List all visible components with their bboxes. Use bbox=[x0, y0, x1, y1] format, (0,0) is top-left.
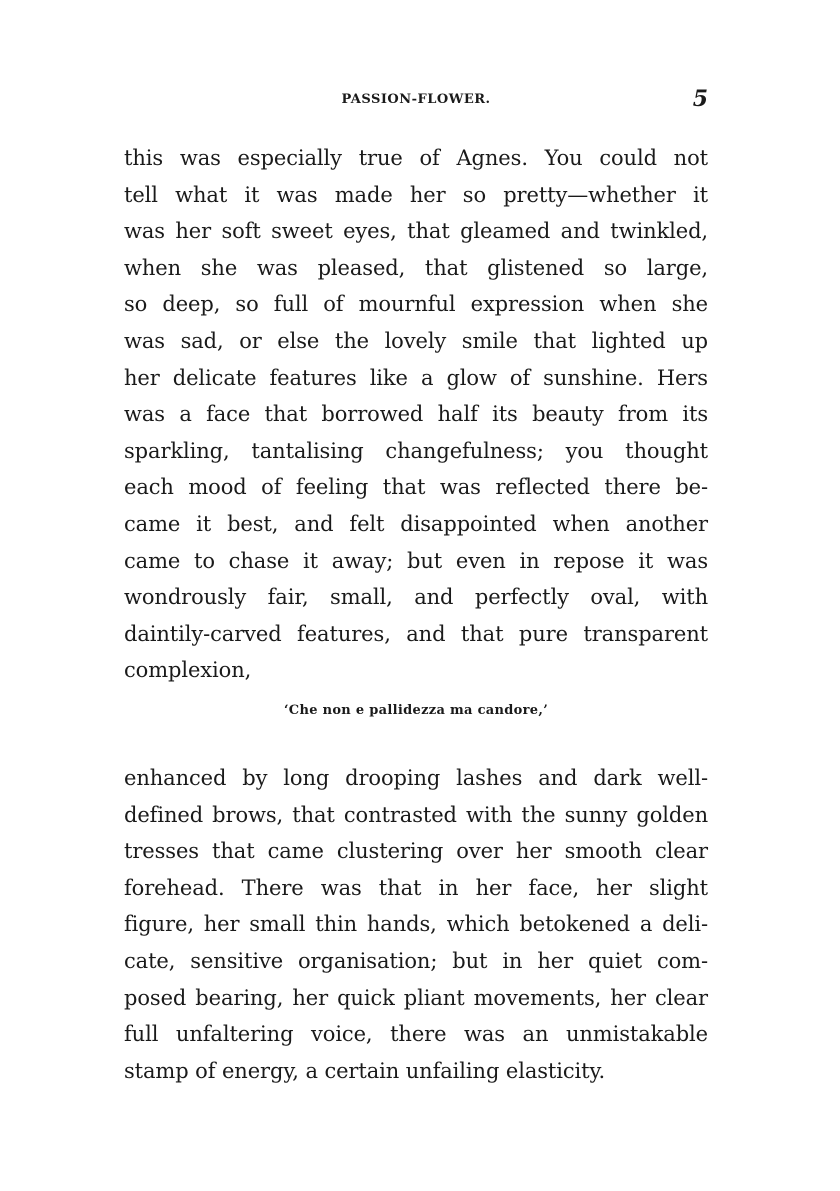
text-line: daintily-carved features, and that pure transparent bbox=[124, 621, 708, 646]
text-line: so deep, so full of mournful expression when she bbox=[124, 292, 708, 317]
text-line: this was especially true of Agnes. You could not bbox=[124, 146, 708, 170]
text-line: was sad, or else the lovely smile that lighted up bbox=[124, 328, 708, 353]
text-line: cate, sensitive organisation; but in her quiet com- bbox=[124, 948, 708, 973]
text-line: when she was pleased, that glistened so large, bbox=[124, 255, 708, 280]
text-line: figure, her small thin hands, which betokened a deli- bbox=[124, 912, 708, 937]
page-number: 5 bbox=[692, 86, 708, 112]
text-line: came to chase it away; but even in repose it was bbox=[124, 548, 708, 573]
text-line: tell what it was made her so pretty—whether it bbox=[124, 182, 708, 207]
text-line: her delicate features like a glow of sunshine. Hers bbox=[124, 365, 708, 390]
running-title: PASSION-FLOWER. bbox=[341, 92, 491, 107]
text-line: full unfaltering voice, there was an unmistakable bbox=[124, 1022, 708, 1047]
text-line: tresses that came clustering over her smooth clear bbox=[124, 839, 708, 864]
running-head bbox=[124, 86, 708, 114]
text-line: defined brows, that contrasted with the sunny golden bbox=[124, 802, 708, 827]
text-line: posed bearing, her quick pliant movements, her clear bbox=[124, 985, 708, 1010]
text-line: each mood of feeling that was reflected there be- bbox=[124, 475, 708, 500]
text-line: forehead. There was that in her face, her slight bbox=[124, 875, 708, 900]
text-line: was a face that borrowed half its beauty from its bbox=[124, 402, 708, 427]
text-line: sparkling, tantalising changefulness; you thought bbox=[124, 438, 708, 463]
paragraph-1 bbox=[124, 140, 708, 689]
italian-quote: ‘Che non e pallidezza ma candore,’ bbox=[283, 703, 549, 718]
text-line: was her soft sweet eyes, that gleamed and twinkled, bbox=[124, 219, 708, 244]
text-line: wondrously fair, small, and perfectly oval, with bbox=[124, 585, 708, 610]
text-line: complexion, bbox=[124, 658, 252, 683]
text-line: enhanced by long drooping lashes and dark well- bbox=[124, 766, 708, 790]
text-line: stamp of energy, a certain unfailing elasticity. bbox=[124, 1058, 606, 1083]
text-line: came it best, and felt disappointed when another bbox=[124, 511, 708, 536]
paragraph-2 bbox=[124, 760, 708, 1089]
